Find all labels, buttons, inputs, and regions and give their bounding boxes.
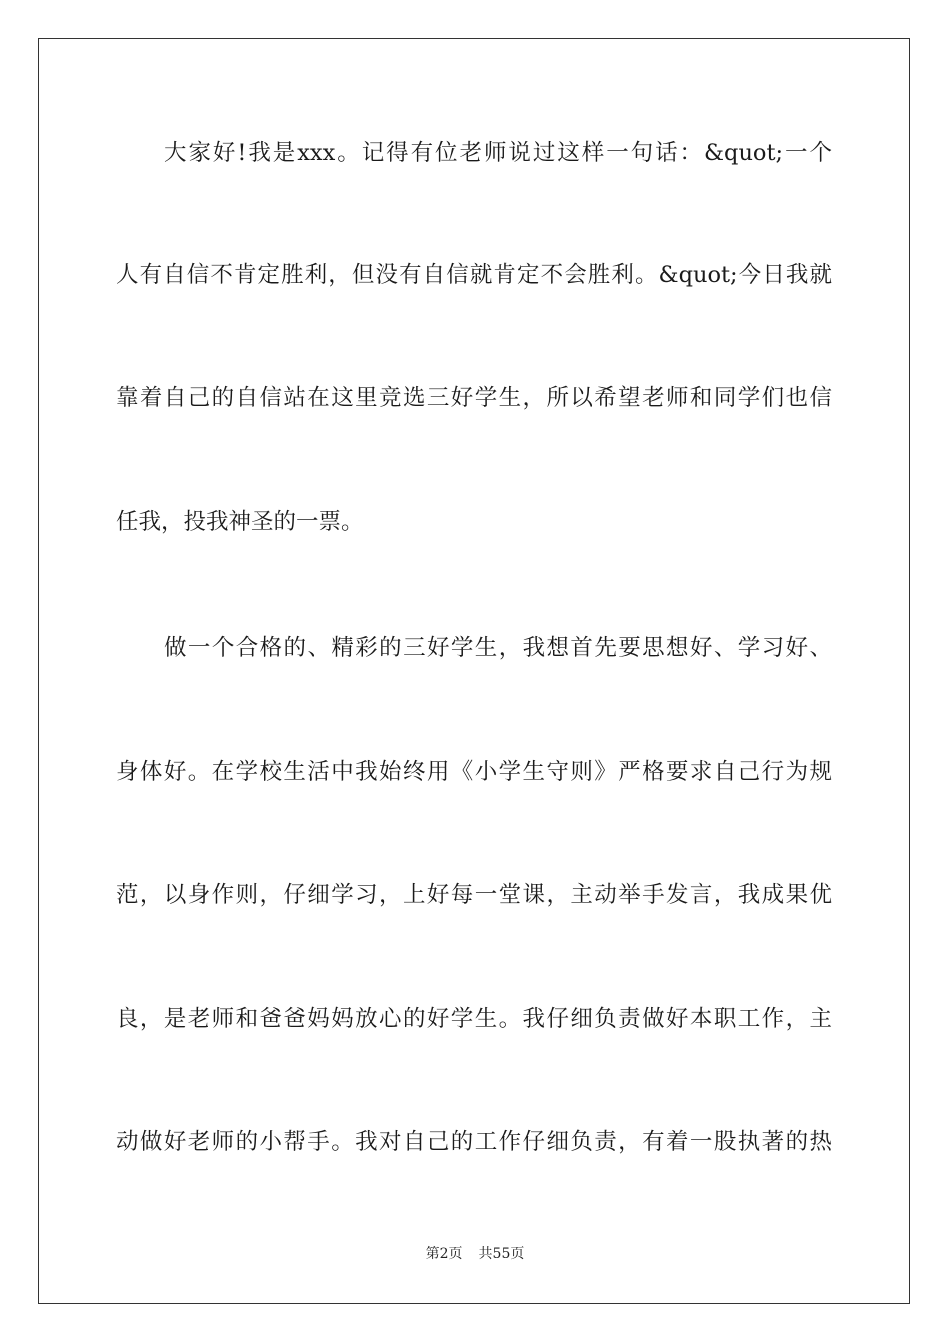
page-border: [38, 38, 910, 1304]
paragraph-2-line-2: 身体好。在学校生活中我始终用《小学生守则》严格要求自己行为规: [116, 759, 832, 785]
paragraph-2-line-3: 范，以身作则，仔细学习，上好每一堂课，主动举手发言，我成果优: [116, 882, 832, 908]
paragraph-2-line-1: 做一个合格的、精彩的三好学生，我想首先要思想好、学习好、: [164, 635, 832, 661]
paragraph-2-line-4: 良，是老师和爸爸妈妈放心的好学生。我仔细负责做好本职工作，主: [116, 1006, 832, 1032]
paragraph-1-line-4: 任我，投我神圣的一票。: [116, 509, 364, 535]
total-pages: 共55页: [478, 1246, 525, 1262]
page-number: 第2页: [425, 1246, 463, 1262]
page-footer: [0, 1245, 950, 1263]
paragraph-2-line-5: 动做好老师的小帮手。我对自己的工作仔细负责，有着一股执著的热: [116, 1129, 832, 1155]
paragraph-1-line-3: 靠着自己的自信站在这里竞选三好学生，所以希望老师和同学们也信: [116, 385, 832, 411]
paragraph-1-line-1: 大家好!我是xxx。记得有位老师说过这样一句话：&quot;一个: [164, 140, 832, 166]
paragraph-1-line-2: 人有自信不肯定胜利，但没有自信就肯定不会胜利。&quot;今日我就: [116, 262, 832, 288]
